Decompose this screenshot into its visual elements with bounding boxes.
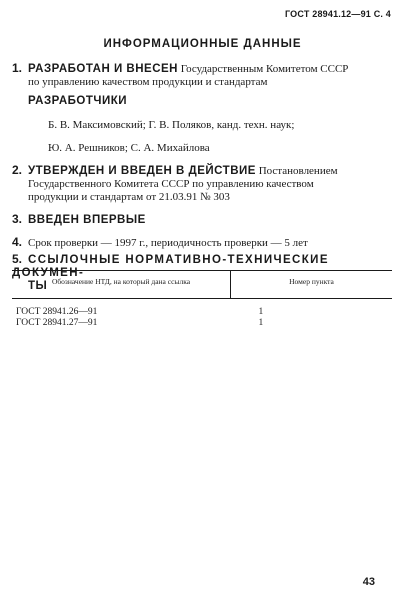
table-cell-clause: 1 (258, 318, 264, 328)
page-number: 43 (362, 576, 375, 588)
section-4 (12, 236, 392, 250)
section-1-number: 1. (12, 61, 23, 75)
table-cell-ntd: ГОСТ 28941.26—91 (16, 307, 98, 317)
section-2-number: 2. (12, 163, 23, 177)
section-2-text-line3: продукции и стандартам от 21.03.91 № 303 (28, 191, 230, 203)
section-2 (12, 164, 392, 204)
section-2-text-line2: Государственного Комитета СССР по управлению качеством (28, 178, 314, 190)
section-1-heading: РАЗРАБОТАН И ВНЕСЕН (28, 63, 178, 75)
section-3 (12, 213, 392, 227)
developers-line-1: Б. В. Максимовский; Г. В. Поляков, канд. техн. наук; (48, 119, 295, 131)
column-header-clause: Номер пункта (231, 271, 393, 299)
section-3-number: 3. (12, 212, 23, 226)
section-1 (12, 62, 392, 89)
section-1-text-line1: Государственным Комитетом СССР (180, 63, 349, 75)
section-4-text: Срок проверки — 1997 г., периодичность проверки — 5 лет (28, 237, 308, 249)
document-reference: ГОСТ 28941.12—91 С. 4 (284, 9, 391, 19)
developers-heading: РАЗРАБОТЧИКИ (28, 95, 127, 107)
column-header-ntd: Обозначение НТД, на который дана ссылка (12, 271, 231, 299)
section-4-number: 4. (12, 235, 23, 249)
section-2-text-line1: Постановлением (258, 165, 338, 177)
developers-line-2: Ю. А. Решников; С. А. Михайлова (48, 142, 210, 154)
section-5-number: 5. (12, 252, 23, 266)
section-3-heading: ВВЕДЕН ВПЕРВЫЕ (28, 214, 146, 226)
table-header-row (12, 271, 392, 299)
table-cell-ntd: ГОСТ 28941.27—91 (16, 318, 98, 328)
section-1-text-line2: по управлению качеством продукции и стандартам (28, 76, 268, 88)
reference-table (12, 270, 392, 329)
section-5-heading-line2: ТЫ (28, 280, 48, 292)
table-row (12, 299, 392, 319)
table-row (12, 318, 392, 329)
section-2-heading: УТВЕРЖДЕН И ВВЕДЕН В ДЕЙСТВИЕ (28, 165, 256, 177)
section-5-heading-line1: ССЫЛОЧНЫЕ НОРМАТИВНО-ТЕХНИЧЕСКИЕ ДОКУМЕН- (12, 254, 329, 279)
table-cell-clause: 1 (258, 307, 264, 317)
page-title: ИНФОРМАЦИОННЫЕ ДАННЫЕ (103, 38, 302, 50)
